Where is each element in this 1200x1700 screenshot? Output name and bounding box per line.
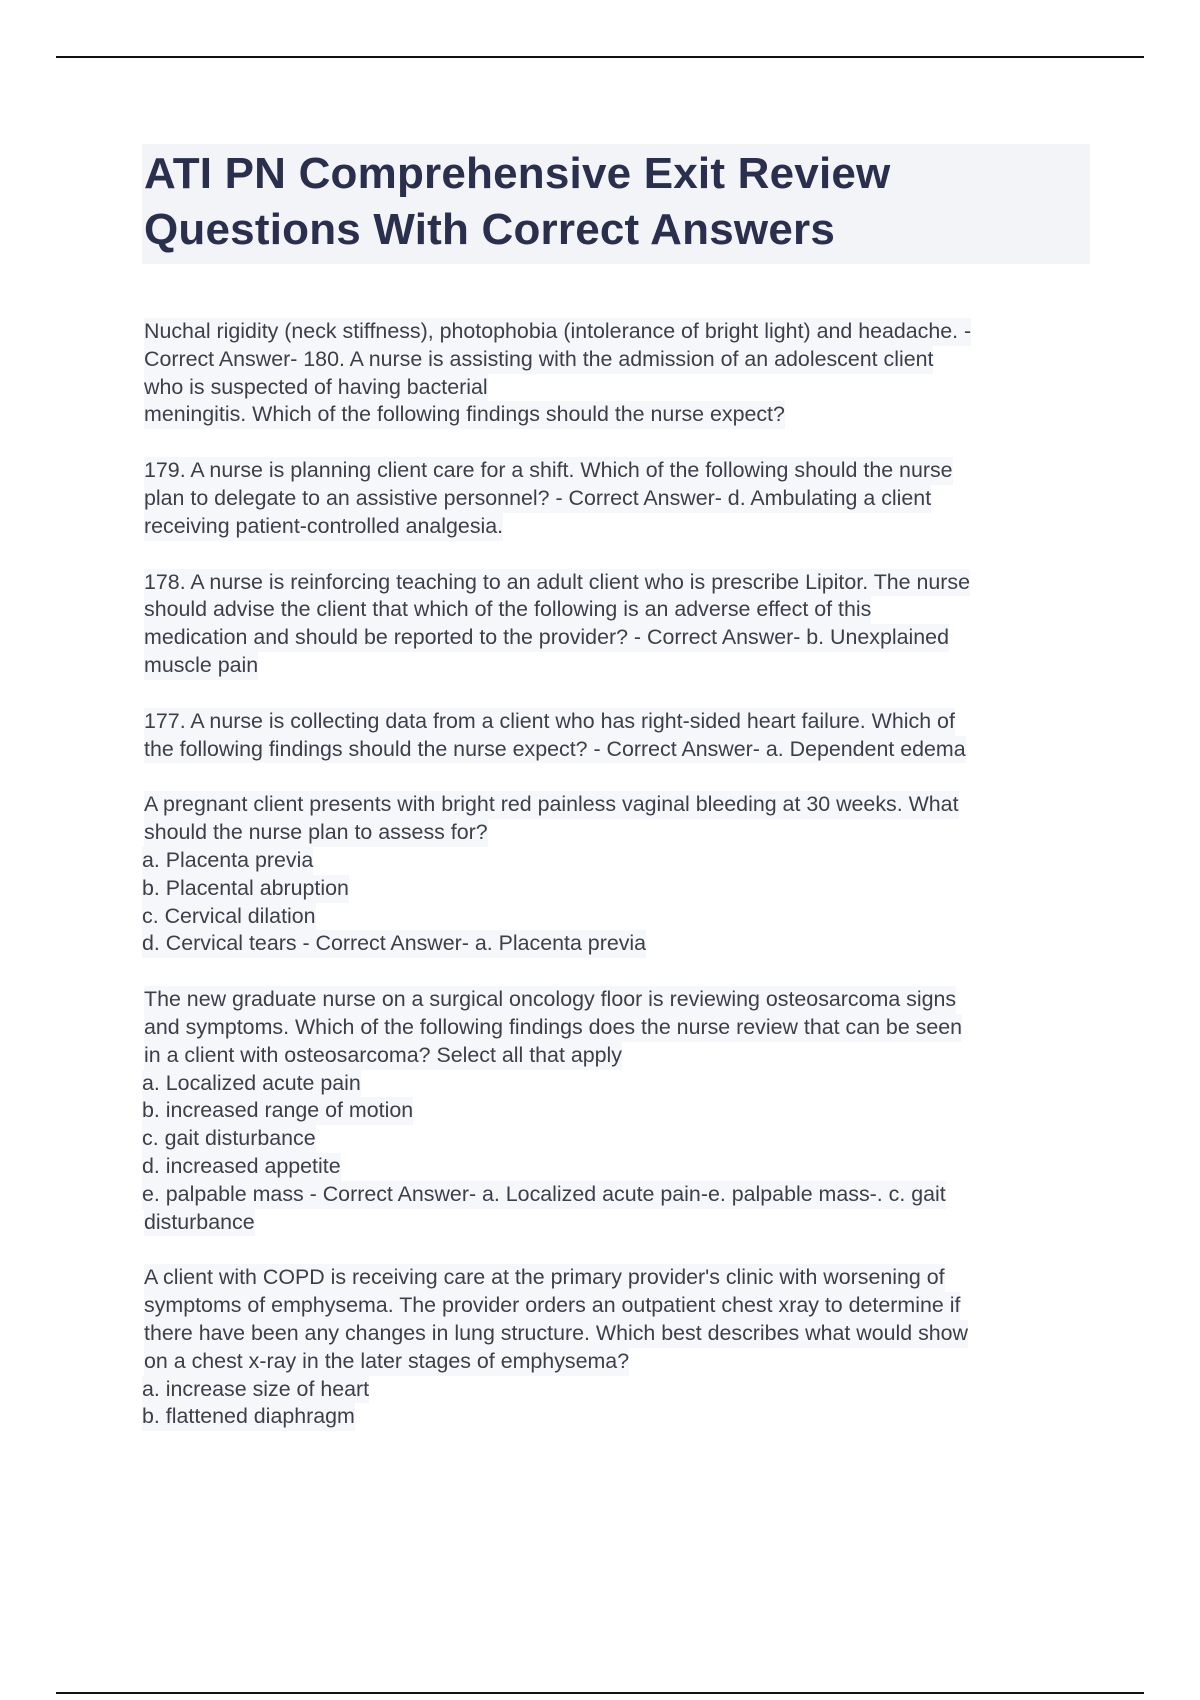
question-item	[144, 569, 1090, 680]
question-text-line: should the nurse plan to assess for?	[144, 819, 488, 847]
question-item	[144, 457, 1090, 540]
question-text-line: there have been any changes in lung structure. Which best describes what would show	[144, 1320, 968, 1348]
question-text-line: plan to delegate to an assistive personnel? - Correct Answer- d. Ambulating a client	[144, 485, 931, 513]
document-body	[144, 144, 1090, 1459]
question-text-line: e. palpable mass - Correct Answer- a. Localized acute pain-e. palpable mass-. c. gait	[142, 1181, 946, 1209]
question-item	[144, 318, 1090, 429]
question-text-line: medication and should be reported to the provider? - Correct Answer- b. Unexplained	[144, 624, 949, 652]
question-item	[144, 1264, 1090, 1431]
question-text-line: should advise the client that which of the following is an adverse effect of this	[144, 596, 871, 624]
question-text-line: 179. A nurse is planning client care for a shift. Which of the following should the nurse	[144, 457, 953, 485]
question-text-line: and symptoms. Which of the following findings does the nurse review that can be seen	[144, 1014, 962, 1042]
question-text-line: a. Placenta previa	[142, 847, 313, 875]
question-text-line: Nuchal rigidity (neck stiffness), photophobia (intolerance of bright light) and headache. -	[144, 318, 971, 346]
title-block	[142, 144, 1090, 264]
question-text-line: a. Localized acute pain	[142, 1070, 361, 1098]
question-text-line: who is suspected of having bacterial	[144, 374, 488, 402]
bottom-rule	[56, 1692, 1144, 1694]
title-line-2: Questions With Correct Answers	[144, 205, 835, 254]
question-text-line: d. increased appetite	[142, 1153, 341, 1181]
question-text-line: c. gait disturbance	[142, 1125, 316, 1153]
question-item	[144, 986, 1090, 1236]
question-text-line: b. increased range of motion	[142, 1097, 413, 1125]
question-list	[144, 318, 1090, 1431]
question-text-line: on a chest x-ray in the later stages of emphysema?	[144, 1348, 629, 1376]
question-text-line: receiving patient-controlled analgesia.	[144, 513, 503, 541]
question-text-line: Correct Answer- 180. A nurse is assisting with the admission of an adolescent client	[144, 346, 933, 374]
question-text-line: symptoms of emphysema. The provider orders an outpatient chest xray to determine if	[144, 1292, 960, 1320]
question-text-line: b. Placental abruption	[142, 875, 349, 903]
question-text-line: A client with COPD is receiving care at the primary provider's clinic with worsening of	[144, 1264, 945, 1292]
question-item	[144, 791, 1090, 958]
question-text-line: in a client with osteosarcoma? Select all that apply	[144, 1042, 622, 1070]
question-text-line: b. flattened diaphragm	[142, 1403, 355, 1431]
top-rule	[56, 56, 1144, 58]
question-text-line: c. Cervical dilation	[142, 903, 316, 931]
question-text-line: the following findings should the nurse expect? - Correct Answer- a. Dependent edema	[144, 736, 966, 764]
document-title	[144, 146, 1088, 258]
question-text-line: The new graduate nurse on a surgical oncology floor is reviewing osteosarcoma signs	[144, 986, 956, 1014]
question-text-line: disturbance	[144, 1209, 255, 1237]
title-line-1: ATI PN Comprehensive Exit Review	[144, 149, 891, 198]
question-text-line: A pregnant client presents with bright red painless vaginal bleeding at 30 weeks. What	[144, 791, 959, 819]
question-item	[144, 708, 1090, 764]
question-text-line: d. Cervical tears - Correct Answer- a. Placenta previa	[142, 930, 646, 958]
question-text-line: 177. A nurse is collecting data from a client who has right-sided heart failure. Which of	[144, 708, 955, 736]
question-text-line: 178. A nurse is reinforcing teaching to an adult client who is prescribe Lipitor. The nurse	[144, 569, 970, 597]
question-text-line: a. increase size of heart	[142, 1376, 369, 1404]
question-text-line: meningitis. Which of the following findings should the nurse expect?	[144, 401, 785, 429]
question-text-line: muscle pain	[144, 652, 258, 680]
